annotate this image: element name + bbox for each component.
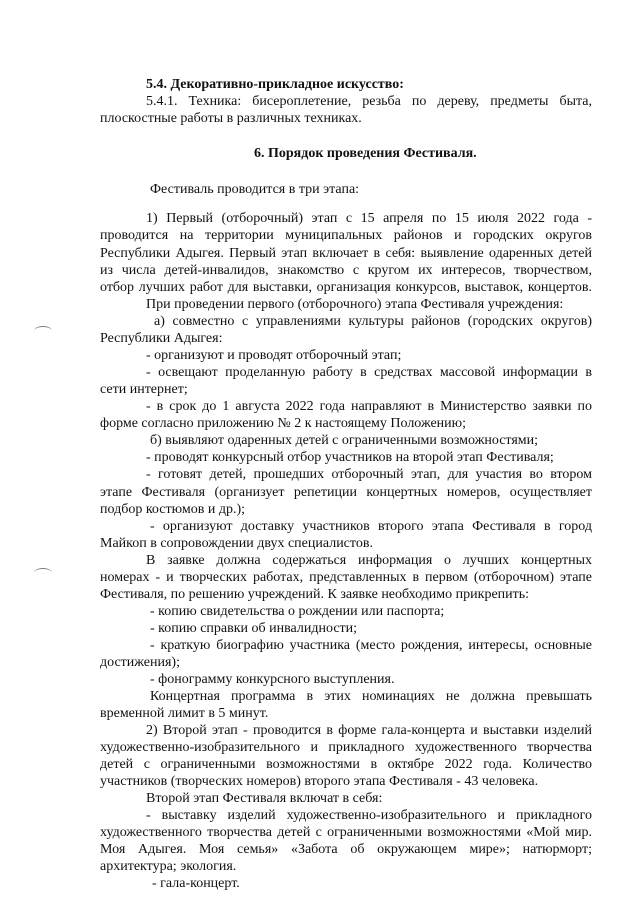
text-line: подбор костюмов и др.); <box>100 502 246 517</box>
text-line: - организуют доставку участников второго этапа Фестиваля в город <box>150 519 592 534</box>
text-line: Фестиваля, по решению учреждений. К заявке необходимо прикрепить: <box>100 587 530 602</box>
text-line: проводится на территории муниципальных районов и городских округов <box>100 228 592 243</box>
text-line: При проведении первого (отборочного) этапа Фестиваля учреждения: <box>146 297 564 312</box>
text-line: Второй этап Фестиваля включат в себя: <box>146 791 383 806</box>
text-line: участников (творческих номеров) второго этапа Фестиваля - 43 человека. <box>100 774 539 789</box>
text-line: Моя Адыгея. Моя семья» «Забота об окружающем мире»; натюрморт; <box>100 842 592 857</box>
text-line: - готовят детей, прошедших отборочный этап, для участия во втором <box>146 467 592 482</box>
scan-hole-mark <box>34 568 52 578</box>
text-line: б) выявляют одаренных детей с ограниченными возможностями; <box>150 433 539 448</box>
text-line: Фестиваль проводится в три этапа: <box>150 182 360 197</box>
text-line: отбор лучших работ для выставки, организация конкурсов, выставок, концертов. <box>100 280 592 295</box>
text-line: достижения); <box>100 655 180 670</box>
text-line: плоскостные работы в различных техниках. <box>100 111 362 126</box>
text-line: - копию свидетельства о рождении или паспорта; <box>150 604 445 619</box>
text-line: этапе Фестиваля (организует репетиции концертных номеров, осуществляет <box>100 485 592 500</box>
text-line: Концертная программа в этих номинациях не должна превышать <box>150 689 592 704</box>
text-line: временной лимит в 5 минут. <box>100 706 269 721</box>
section-heading: 5.4. Декоративно-прикладное искусство: <box>146 77 404 92</box>
text-line: - выставку изделий художественно-изобразительного и прикладного <box>146 808 592 823</box>
text-line: - проводят конкурсный отбор участников на второй этап Фестиваля; <box>146 450 554 465</box>
text-line: Республики Адыгея: <box>100 331 223 346</box>
section-heading: 6. Порядок проведения Фестиваля. <box>254 146 477 161</box>
text-line: - в срок до 1 августа 2022 года направляют в Министерство заявки по <box>146 399 592 414</box>
text-line: сети интернет; <box>100 382 188 397</box>
text-line: В заявке должна содержаться информация о лучших концертных <box>146 553 592 568</box>
scan-hole-mark <box>34 326 52 336</box>
text-line: форме согласно приложению № 2 к настоящему Положению; <box>100 416 466 431</box>
text-line: 2) Второй этап - проводится в форме гала-концерта и выставки изделий <box>146 723 592 738</box>
text-line: художественно-изобразительного и прикладного художественного творчества <box>100 740 592 755</box>
text-line: Майкоп в сопровождении двух специалистов. <box>100 536 373 551</box>
text-line: - краткую биографию участника (место рождения, интересы, основные <box>150 638 592 653</box>
text-line: - фонограмму конкурсного выступления. <box>150 672 395 687</box>
text-line: художественного творчества детей с ограниченными возможностями «Мой мир. <box>100 825 592 840</box>
text-line: архитектура; экология. <box>100 859 237 874</box>
text-line: - гала-концерт. <box>152 876 240 891</box>
text-line: 5.4.1. Техника: бисероплетение, резьба по дереву, предметы быта, <box>146 94 592 109</box>
text-line: Республики Адыгея. Первый этап включает в себя: выявление одаренных детей <box>100 246 592 261</box>
text-line: 1) Первый (отборочный) этап с 15 апреля по 15 июля 2022 года - <box>146 211 592 226</box>
text-line: номерах - и творческих работах, представленных в первом (отборочном) этапе <box>100 570 592 585</box>
text-line: детей с ограниченными возможностями в октябре 2022 года. Количество <box>100 757 592 772</box>
text-line: из числа детей-инвалидов, знакомство с кругом их интересов, творчеством, <box>100 263 592 278</box>
text-line: а) совместно с управлениями культуры районов (городских округов) <box>154 314 592 329</box>
text-line: - освещают проделанную работу в средствах массовой информации в <box>146 365 592 380</box>
text-line: - организуют и проводят отборочный этап; <box>146 348 402 363</box>
text-line: - копию справки об инвалидности; <box>150 621 358 636</box>
